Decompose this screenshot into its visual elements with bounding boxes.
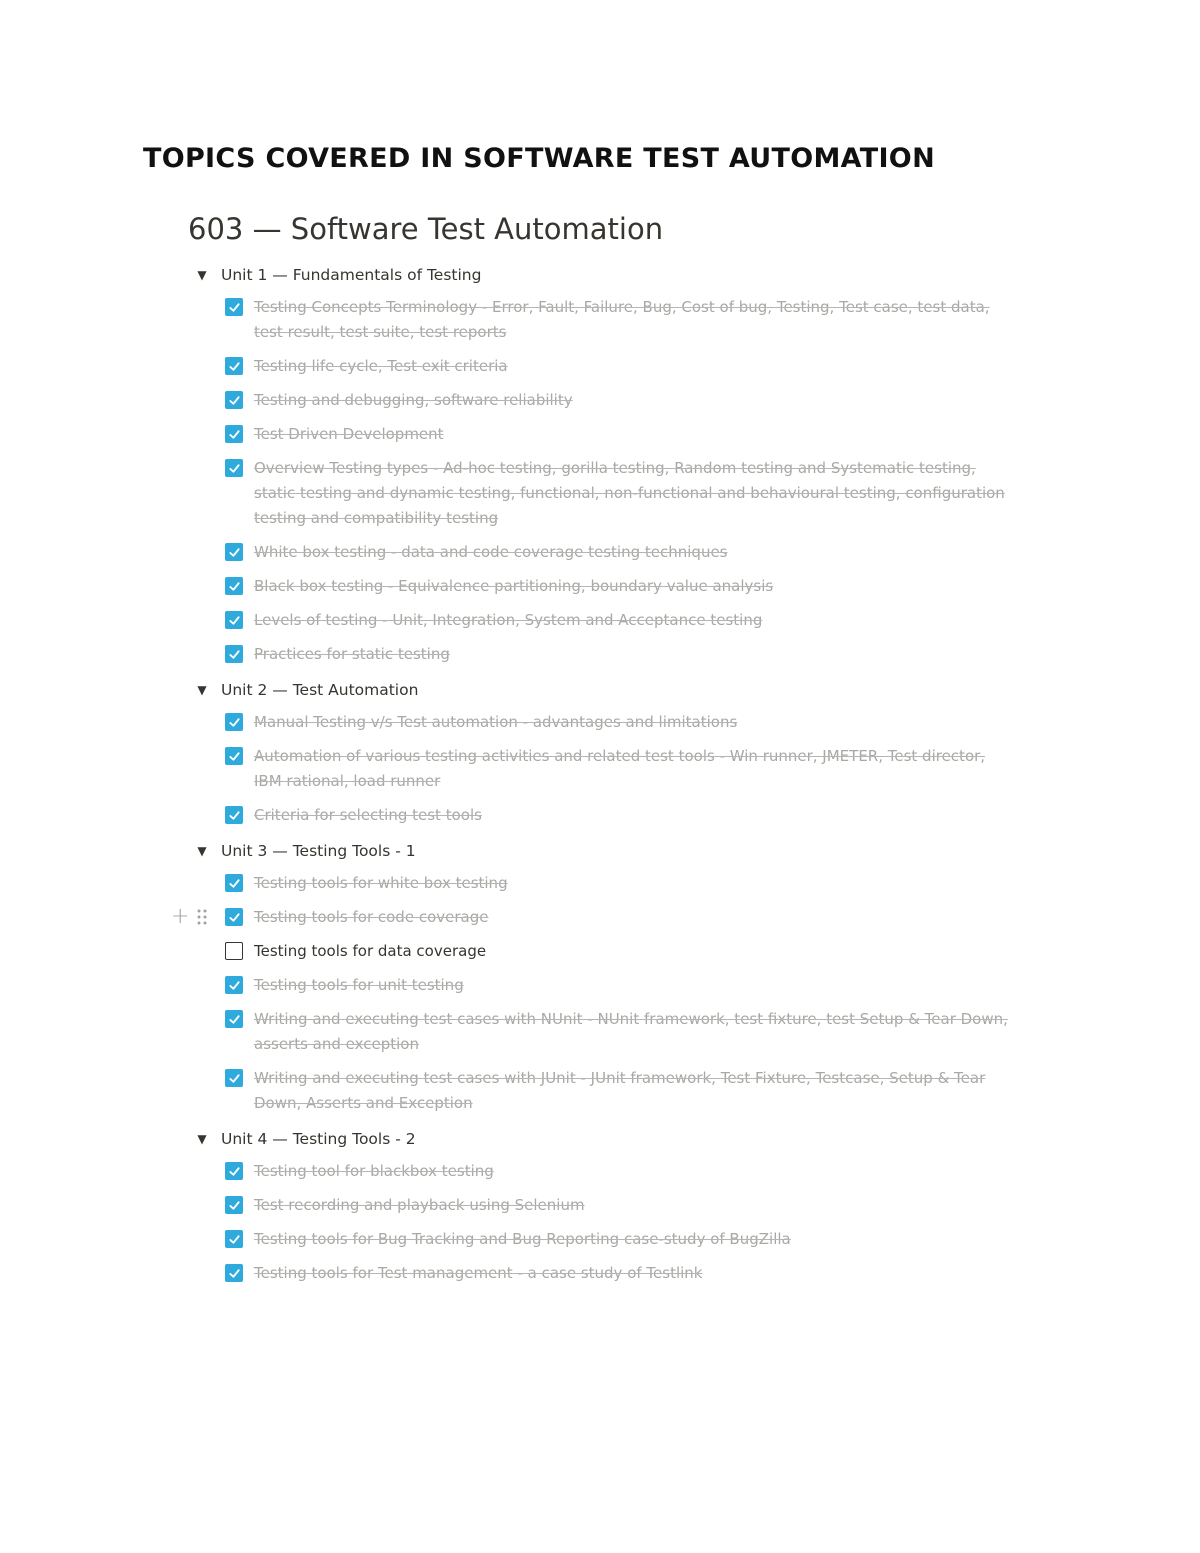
todo-item	[193, 871, 1023, 896]
checkbox-checked[interactable]	[225, 1230, 243, 1248]
todo-item	[193, 540, 1023, 565]
checkmark-icon	[228, 1013, 241, 1026]
checkmark-icon	[228, 979, 241, 992]
checkbox-checked[interactable]	[225, 357, 243, 375]
checkmark-icon	[228, 809, 241, 822]
todo-item	[193, 422, 1023, 447]
checkmark-icon	[228, 394, 241, 407]
todo-text[interactable]: Manual Testing v/s Test automation - advantages and limitations	[254, 713, 738, 731]
checkbox-checked[interactable]	[225, 874, 243, 892]
todo-text[interactable]: Testing Concepts Terminology - Error, Fault, Failure, Bug, Cost of bug, Testing, Test case, test data, test result, test suite, test reports	[254, 298, 990, 341]
checkmark-icon	[228, 546, 241, 559]
todo-text[interactable]: Testing tools for data coverage	[254, 942, 487, 960]
unit-title: Unit 2 — Test Automation	[221, 681, 419, 699]
todo-item	[193, 1007, 1023, 1057]
outline-list	[171, 261, 1023, 1295]
todo-text[interactable]: Testing tools for code coverage	[254, 908, 489, 926]
page-heading: 603 — Software Test Automation	[188, 212, 664, 246]
todo-item	[193, 973, 1023, 998]
todo-text[interactable]: White box testing - data and code coverage testing techniques	[254, 543, 728, 561]
todo-text[interactable]: Testing tools for Bug Tracking and Bug Reporting case-study of BugZilla	[254, 1230, 791, 1248]
todo-item	[193, 388, 1023, 413]
todo-item	[193, 574, 1023, 599]
unit-header[interactable]	[193, 837, 1023, 865]
todo-text[interactable]: Testing and debugging, software reliability	[254, 391, 573, 409]
checkmark-icon	[228, 301, 241, 314]
checkmark-icon	[228, 360, 241, 373]
todo-item	[193, 744, 1023, 794]
checkbox-checked[interactable]	[225, 577, 243, 595]
todo-text[interactable]: Overview Testing types - Ad-hoc testing, gorilla testing, Random testing and Systematic testing, static testing and dynamic testing, functional, non-functional and behavioural testing, configuration testing and compatibility testing	[254, 459, 1005, 527]
checkmark-icon	[228, 750, 241, 763]
toggle-block-unit-2	[193, 676, 1023, 828]
todo-text[interactable]: Criteria for selecting test tools	[254, 806, 482, 824]
unit-title: Unit 4 — Testing Tools - 2	[221, 1130, 416, 1148]
todo-text[interactable]: Testing life cycle, Test exit criteria	[254, 357, 508, 375]
checkbox-checked[interactable]	[225, 908, 243, 926]
triangle-down-icon[interactable]: ▼	[197, 844, 207, 858]
checkmark-icon	[228, 648, 241, 661]
checkmark-icon	[228, 1165, 241, 1178]
checkbox-checked[interactable]	[225, 1196, 243, 1214]
todo-text[interactable]: Testing tools for unit testing	[254, 976, 464, 994]
todo-item	[193, 939, 1023, 964]
checkmark-icon	[228, 877, 241, 890]
todo-item	[193, 608, 1023, 633]
checkbox-checked[interactable]	[225, 391, 243, 409]
todo-text[interactable]: Black box testing - Equivalence partitioning, boundary value analysis	[254, 577, 774, 595]
todo-item	[193, 1227, 1023, 1252]
todo-item	[193, 295, 1023, 345]
todo-item	[193, 1159, 1023, 1184]
triangle-down-icon[interactable]: ▼	[197, 683, 207, 697]
checkmark-icon	[228, 462, 241, 475]
todo-item	[193, 642, 1023, 667]
checkbox-checked[interactable]	[225, 298, 243, 316]
checkmark-icon	[228, 1233, 241, 1246]
checkmark-icon	[228, 580, 241, 593]
todo-text[interactable]: Testing tools for white box testing	[254, 874, 508, 892]
checkbox-checked[interactable]	[225, 806, 243, 824]
unit-header[interactable]	[193, 676, 1023, 704]
todo-item	[193, 354, 1023, 379]
todo-item	[193, 710, 1023, 735]
triangle-down-icon[interactable]: ▼	[197, 1132, 207, 1146]
checkmark-icon	[228, 716, 241, 729]
block-handle	[171, 906, 207, 928]
todo-item	[193, 456, 1023, 531]
checkmark-icon	[228, 428, 241, 441]
todo-text[interactable]: Testing tool for blackbox testing	[254, 1162, 494, 1180]
todo-item	[193, 1193, 1023, 1218]
checkbox-unchecked[interactable]	[225, 942, 243, 960]
todo-item	[171, 904, 1023, 930]
toggle-block-unit-4	[193, 1125, 1023, 1286]
todo-item	[193, 1066, 1023, 1116]
todo-text[interactable]: Writing and executing test cases with NUnit - NUnit framework, test fixture, test Setup & Tear Down, asserts and exception	[254, 1010, 1008, 1053]
unit-header[interactable]	[193, 1125, 1023, 1153]
checkbox-checked[interactable]	[225, 747, 243, 765]
checkbox-checked[interactable]	[225, 1010, 243, 1028]
todo-item	[193, 1261, 1023, 1286]
toggle-block-unit-3	[171, 837, 1023, 1116]
checkmark-icon	[228, 911, 241, 924]
todo-text[interactable]: Practices for static testing	[254, 645, 450, 663]
checkmark-icon	[228, 1199, 241, 1212]
checkbox-checked[interactable]	[225, 543, 243, 561]
document-title: TOPICS COVERED IN SOFTWARE TEST AUTOMATION	[143, 143, 935, 174]
unit-header[interactable]	[193, 261, 1023, 289]
checkmark-icon	[228, 1267, 241, 1280]
todo-text[interactable]: Automation of various testing activities and related test tools - Win runner, JMETER, Test director, IBM rational, load runner	[254, 747, 986, 790]
todo-item	[193, 803, 1023, 828]
checkbox-checked[interactable]	[225, 1264, 243, 1282]
checkbox-checked[interactable]	[225, 976, 243, 994]
checkmark-icon	[228, 1072, 241, 1085]
todo-text[interactable]: Levels of testing - Unit, Integration, System and Acceptance testing	[254, 611, 763, 629]
plus-icon[interactable]: +	[171, 904, 190, 929]
toggle-block-unit-1	[193, 261, 1023, 667]
todo-text[interactable]: Test Driven Development	[254, 425, 444, 443]
checkbox-checked[interactable]	[225, 645, 243, 663]
checkmark-icon	[228, 614, 241, 627]
todo-text[interactable]: Test recording and playback using Selenium	[254, 1196, 585, 1214]
checkbox-checked[interactable]	[225, 1069, 243, 1087]
checkbox-checked[interactable]	[225, 459, 243, 477]
checkbox-checked[interactable]	[225, 713, 243, 731]
checkbox-checked[interactable]	[225, 611, 243, 629]
unit-title: Unit 3 — Testing Tools - 1	[221, 842, 416, 860]
triangle-down-icon[interactable]: ▼	[197, 268, 207, 282]
checkbox-checked[interactable]	[225, 425, 243, 443]
unit-title: Unit 1 — Fundamentals of Testing	[221, 266, 482, 284]
todo-text[interactable]: Testing tools for Test management - a case study of Testlink	[254, 1264, 703, 1282]
todo-text[interactable]: Writing and executing test cases with JUnit - JUnit framework, Test Fixture, Testcase, Setup & Tear Down, Asserts and Exception	[254, 1069, 986, 1112]
drag-handle-icon[interactable]	[197, 909, 207, 925]
checkbox-checked[interactable]	[225, 1162, 243, 1180]
